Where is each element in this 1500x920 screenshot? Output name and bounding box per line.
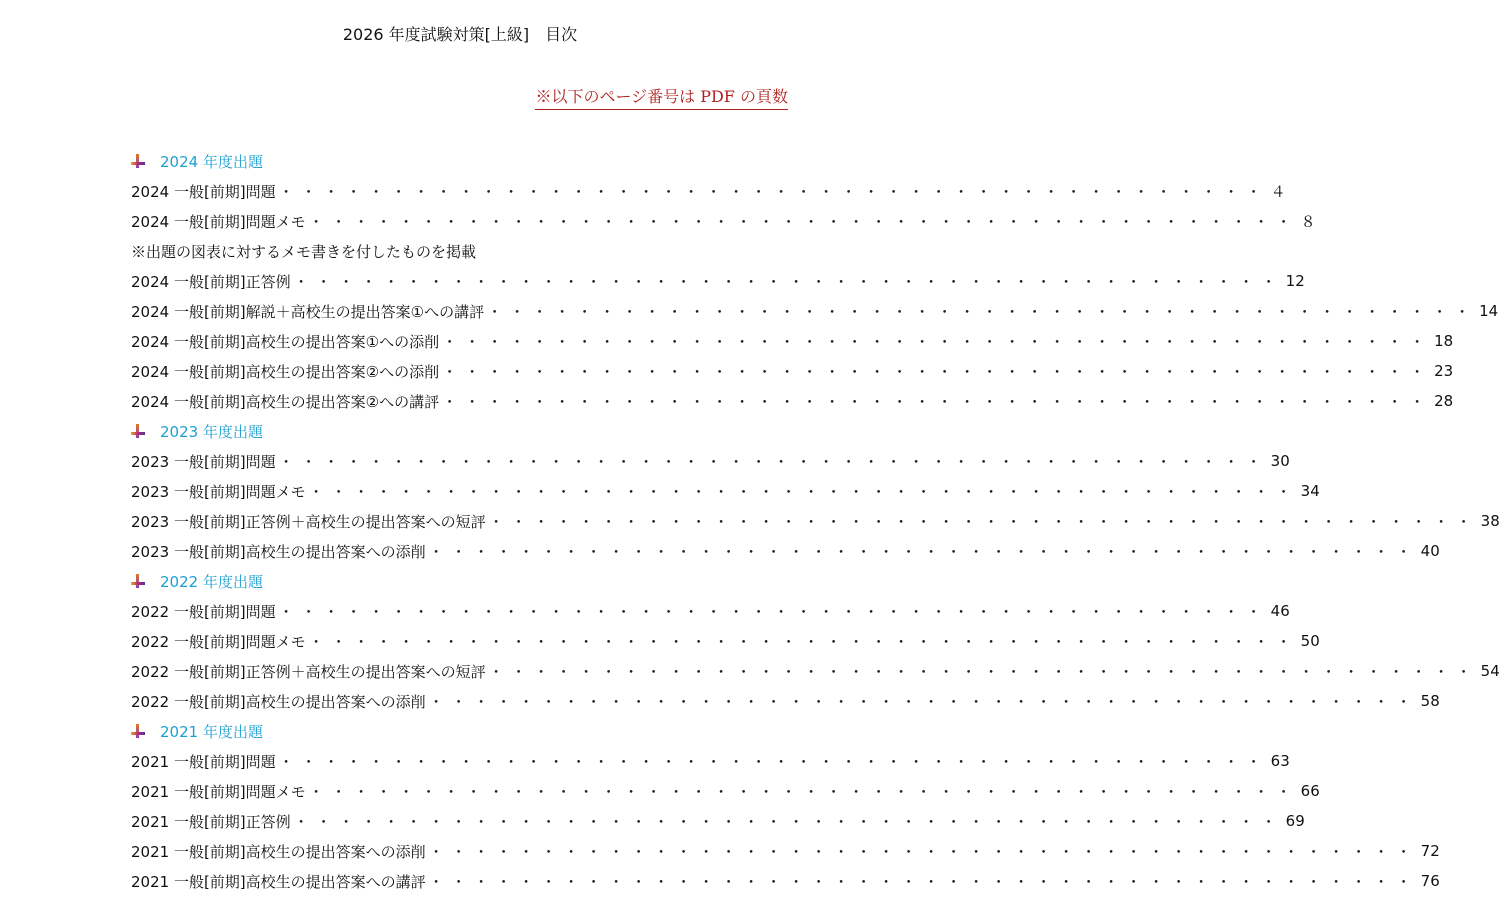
cross-bullet-icon	[131, 724, 145, 738]
toc-entry-label: 2021 一般[前期]正答例	[131, 812, 291, 831]
toc-entry-page: 69	[1285, 812, 1305, 830]
section-heading-2023	[131, 416, 785, 446]
toc-entry-page: 14	[1479, 302, 1499, 320]
toc-entry	[131, 626, 1320, 656]
toc-entry	[131, 476, 1320, 506]
toc-entry	[131, 356, 1454, 386]
dot-leader: ・・・・・・・・・・・・・・・・・・・・・・・・・・・・・・・・・・・・・・・・・・・・	[293, 272, 1284, 291]
dot-leader: ・・・・・・・・・・・・・・・・・・・・・・・・・・・・・・・・・・・・・・・・・・・・	[442, 392, 1433, 411]
toc-entry-page: 46	[1270, 602, 1290, 620]
toc-entry-label: 2021 一般[前期]問題	[131, 752, 276, 771]
toc-entry-page: 18	[1434, 332, 1454, 350]
toc-entry-page: 72	[1420, 842, 1440, 860]
toc-entry-label: 2021 一般[前期]高校生の提出答案への添削	[131, 842, 426, 861]
toc-entry-page: 38	[1480, 512, 1500, 530]
toc-entry-page: 12	[1285, 272, 1305, 290]
toc-entry-label: 2021 一般[前期]問題メモ	[131, 782, 306, 801]
toc-entry	[131, 326, 1454, 356]
toc-entry-page: 58	[1420, 692, 1440, 710]
dot-leader: ・・・・・・・・・・・・・・・・・・・・・・・・・・・・・・・・・・・・・・・・・・・・	[308, 212, 1299, 231]
toc-entry-label: 2023 一般[前期]問題	[131, 452, 276, 471]
toc-entry	[131, 836, 1440, 866]
section-heading-label: 2023 年度出題	[160, 422, 263, 441]
toc-entry-page: 76	[1420, 872, 1440, 890]
dot-leader: ・・・・・・・・・・・・・・・・・・・・・・・・・・・・・・・・・・・・・・・・・・・・	[278, 182, 1269, 201]
toc-entry-label: 2021 一般[前期]高校生の提出答案への講評	[131, 872, 426, 891]
cross-bullet-icon	[131, 574, 145, 588]
toc-entry-page: ８	[1300, 212, 1316, 231]
toc-entry	[131, 266, 1305, 296]
toc-entry	[131, 866, 1440, 896]
dot-leader: ・・・・・・・・・・・・・・・・・・・・・・・・・・・・・・・・・・・・・・・・・・・・	[308, 482, 1299, 501]
dot-leader: ・・・・・・・・・・・・・・・・・・・・・・・・・・・・・・・・・・・・・・・・・・・・	[278, 602, 1269, 621]
toc-entry	[131, 806, 1305, 836]
toc-entry-label: 2024 一般[前期]問題	[131, 182, 276, 201]
toc-entry-page: 34	[1300, 482, 1320, 500]
dot-leader: ・・・・・・・・・・・・・・・・・・・・・・・・・・・・・・・・・・・・・・・・・・・・	[488, 512, 1479, 531]
toc-entry-label: 2024 一般[前期]高校生の提出答案②への講評	[131, 392, 440, 411]
toc-entry-label: 2023 一般[前期]高校生の提出答案への添削	[131, 542, 426, 561]
toc-entry-label: 2023 一般[前期]問題メモ	[131, 482, 306, 501]
table-of-contents	[131, 146, 1500, 896]
toc-entry-label: 2024 一般[前期]高校生の提出答案②への添削	[131, 362, 440, 381]
toc-entry	[131, 446, 1290, 476]
toc-entry-label: 2022 一般[前期]問題メモ	[131, 632, 306, 651]
toc-entry	[131, 506, 1500, 536]
dot-leader: ・・・・・・・・・・・・・・・・・・・・・・・・・・・・・・・・・・・・・・・・・・・・	[308, 782, 1299, 801]
toc-entry-page: 66	[1300, 782, 1320, 800]
toc-entry	[131, 296, 1499, 326]
toc-entry	[131, 536, 1440, 566]
toc-entry-page: 30	[1270, 452, 1290, 470]
toc-entry-label: 2024 一般[前期]高校生の提出答案①への添削	[131, 332, 440, 351]
toc-entry-page: 63	[1270, 752, 1290, 770]
toc-entry	[131, 656, 1500, 686]
dot-leader: ・・・・・・・・・・・・・・・・・・・・・・・・・・・・・・・・・・・・・・・・・・・・	[442, 362, 1433, 381]
dot-leader: ・・・・・・・・・・・・・・・・・・・・・・・・・・・・・・・・・・・・・・・・・・・・	[278, 752, 1269, 771]
toc-entry	[131, 206, 1316, 236]
toc-entry	[131, 176, 1286, 206]
toc-entry	[131, 596, 1290, 626]
dot-leader: ・・・・・・・・・・・・・・・・・・・・・・・・・・・・・・・・・・・・・・・・・・・・	[428, 842, 1419, 861]
toc-entry-page: ４	[1270, 182, 1286, 201]
section-heading-2021	[131, 716, 785, 746]
dot-leader: ・・・・・・・・・・・・・・・・・・・・・・・・・・・・・・・・・・・・・・・・・・・・	[428, 692, 1419, 711]
dot-leader: ・・・・・・・・・・・・・・・・・・・・・・・・・・・・・・・・・・・・・・・・・・・・	[488, 662, 1479, 681]
dot-leader: ・・・・・・・・・・・・・・・・・・・・・・・・・・・・・・・・・・・・・・・・・・・・	[487, 302, 1478, 321]
dot-leader: ・・・・・・・・・・・・・・・・・・・・・・・・・・・・・・・・・・・・・・・・・・・・	[308, 632, 1299, 651]
cross-bullet-icon	[131, 154, 145, 168]
toc-entry-label: 2024 一般[前期]問題メモ	[131, 212, 306, 231]
toc-entry-page: 40	[1420, 542, 1440, 560]
toc-entry-page: 54	[1480, 662, 1500, 680]
toc-entry-label: 2024 一般[前期]解説＋高校生の提出答案①への講評	[131, 302, 485, 321]
toc-entry-label: 2022 一般[前期]問題	[131, 602, 276, 621]
section-heading-label: 2024 年度出題	[160, 152, 263, 171]
toc-entry-label: 2022 一般[前期]正答例＋高校生の提出答案への短評	[131, 662, 486, 681]
toc-entry-page: 28	[1434, 392, 1454, 410]
toc-entry-page: 50	[1300, 632, 1320, 650]
dot-leader: ・・・・・・・・・・・・・・・・・・・・・・・・・・・・・・・・・・・・・・・・・・・・	[278, 452, 1269, 471]
toc-entry	[131, 776, 1320, 806]
toc-entry	[131, 746, 1290, 776]
cross-bullet-icon	[131, 424, 145, 438]
dot-leader: ・・・・・・・・・・・・・・・・・・・・・・・・・・・・・・・・・・・・・・・・・・・・	[293, 812, 1284, 831]
section-heading-2022	[131, 566, 785, 596]
toc-entry-label: 2024 一般[前期]正答例	[131, 272, 291, 291]
section-heading-label: 2021 年度出題	[160, 722, 263, 741]
dot-leader: ・・・・・・・・・・・・・・・・・・・・・・・・・・・・・・・・・・・・・・・・・・・・	[428, 542, 1419, 561]
page-title: 2026 年度試験対策[上級] 目次	[342, 25, 578, 44]
page-number-note: ※以下のページ番号は PDF の頁数	[535, 84, 788, 110]
toc-entry	[131, 686, 1440, 716]
dot-leader: ・・・・・・・・・・・・・・・・・・・・・・・・・・・・・・・・・・・・・・・・・・・・	[442, 332, 1433, 351]
section-heading-label: 2022 年度出題	[160, 572, 263, 591]
toc-entry-page: 23	[1434, 362, 1454, 380]
toc-entry-label: 2022 一般[前期]高校生の提出答案への添削	[131, 692, 426, 711]
toc-entry-label: 2023 一般[前期]正答例＋高校生の提出答案への短評	[131, 512, 486, 531]
dot-leader: ・・・・・・・・・・・・・・・・・・・・・・・・・・・・・・・・・・・・・・・・・・・・	[428, 872, 1419, 891]
section-remark: ※出題の図表に対するメモ書きを付したものを掲載	[131, 242, 477, 261]
toc-entry	[131, 386, 1454, 416]
section-heading-2024	[131, 146, 785, 176]
